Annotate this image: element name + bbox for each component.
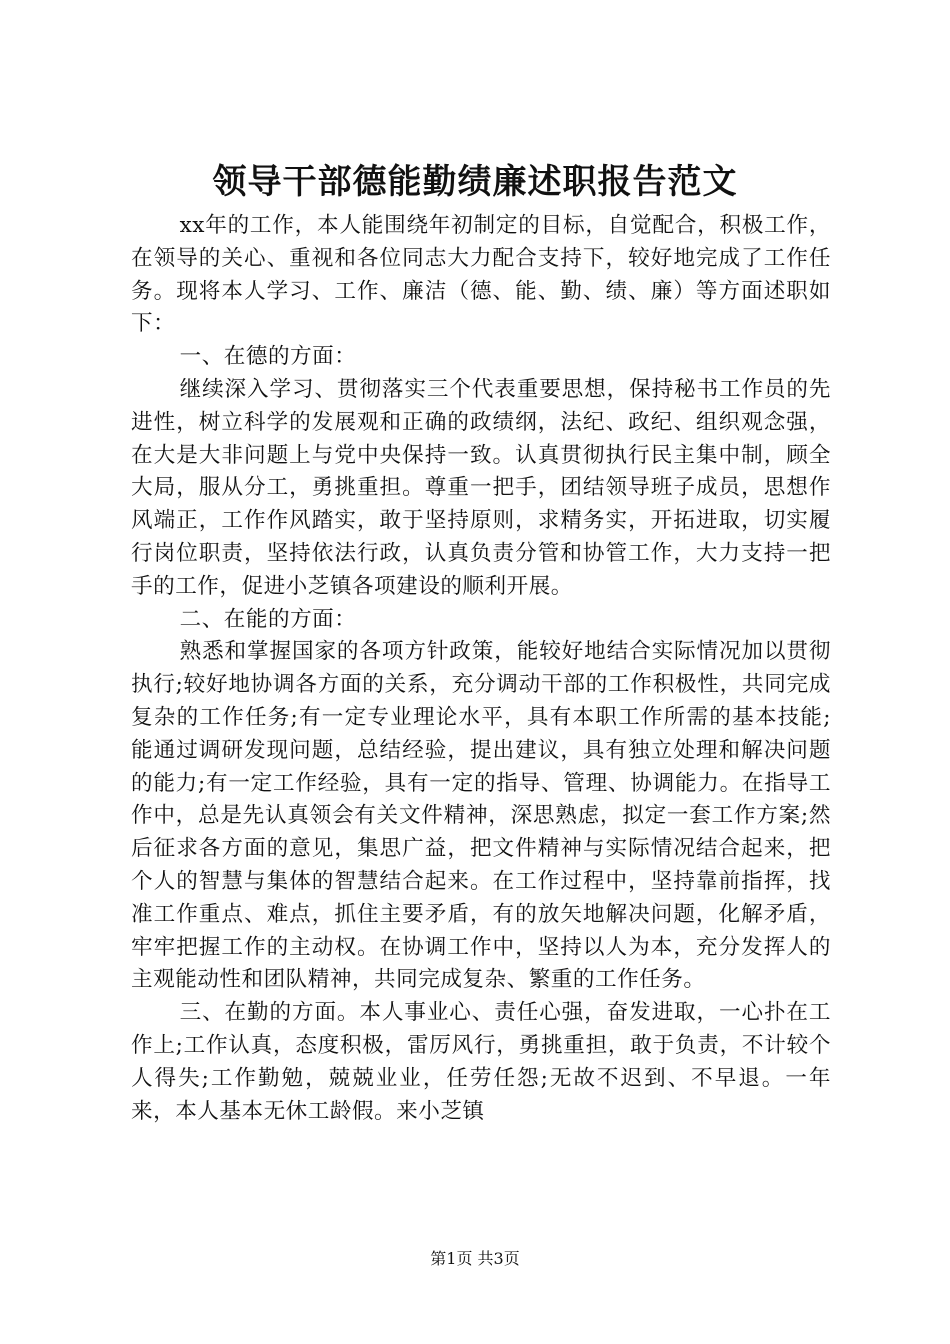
- section-heading-virtue: 一、在德的方面：: [179, 344, 357, 370]
- paragraph-diligence: 三、在勤的方面。本人事业心、责任心强，奋发进取，一心扑在工作上;工作认真，态度积极，雷厉风行，勇挑重担，敢于负责，不计较个人得失;工作勤勉，兢兢业业，任劳任怨;无故不迟到、不早退。一年来，本人基本无休工龄假。来小芝镇: [131, 1000, 831, 1124]
- page-number-footer: 第1页 共3页: [430, 1249, 520, 1268]
- paragraph-ability: 熟悉和掌握国家的各项方针政策，能较好地结合实际情况加以贯彻执行;较好地协调各方面的关系，充分调动干部的工作积极性，共同完成复杂的工作任务;有一定专业理论水平，具有本职工作所需的基本技能;能通过调研发现问题，总结经验，提出建议，具有独立处理和解决问题的能力;有一定工作经验，具有一定的指导、管理、协调能力。在指导工作中，总是先认真领会有关文件精神，深思熟虑，拟定一套工作方案;然后征求各方面的意见，集思广益，把文件精神与实际情况结合起来，把个人的智慧与集体的智慧结合起来。在工作过程中，坚持靠前指挥，找准工作重点、难点，抓住主要矛盾，有的放矢地解决问题，化解矛盾，牢牢把握工作的主动权。在协调工作中，坚持以人为本，充分发挥人的主观能动性和团队精神，共同完成复杂、繁重的工作任务。: [131, 639, 831, 993]
- section-heading-ability: 二、在能的方面：: [179, 606, 357, 632]
- document-title: 领导干部德能勤绩廉述职报告范文: [212, 162, 738, 202]
- paragraph-virtue: 继续深入学习、贯彻落实三个代表重要思想，保持秘书工作员的先进性，树立科学的发展观和正确的政绩纲，法纪、政纪、组织观念强，在大是大非问题上与党中央保持一致。认真贯彻执行民主集中制，顾全大局，服从分工，勇挑重担。尊重一把手，团结领导班子成员，思想作风端正，工作作风踏实，敢于坚持原则，求精务实，开拓进取，切实履行岗位职责，坚持依法行政，认真负责分管和协管工作，大力支持一把手的工作，促进小芝镇各项建设的顺利开展。: [131, 376, 831, 599]
- paragraph-intro: xx年的工作，本人能围绕年初制定的目标，自觉配合，积极工作，在领导的关心、重视和各位同志大力配合支持下，较好地完成了工作任务。现将本人学习、工作、廉洁（德、能、勤、绩、廉）等方面述职如下：: [131, 213, 831, 337]
- document-body: [131, 210, 831, 1128]
